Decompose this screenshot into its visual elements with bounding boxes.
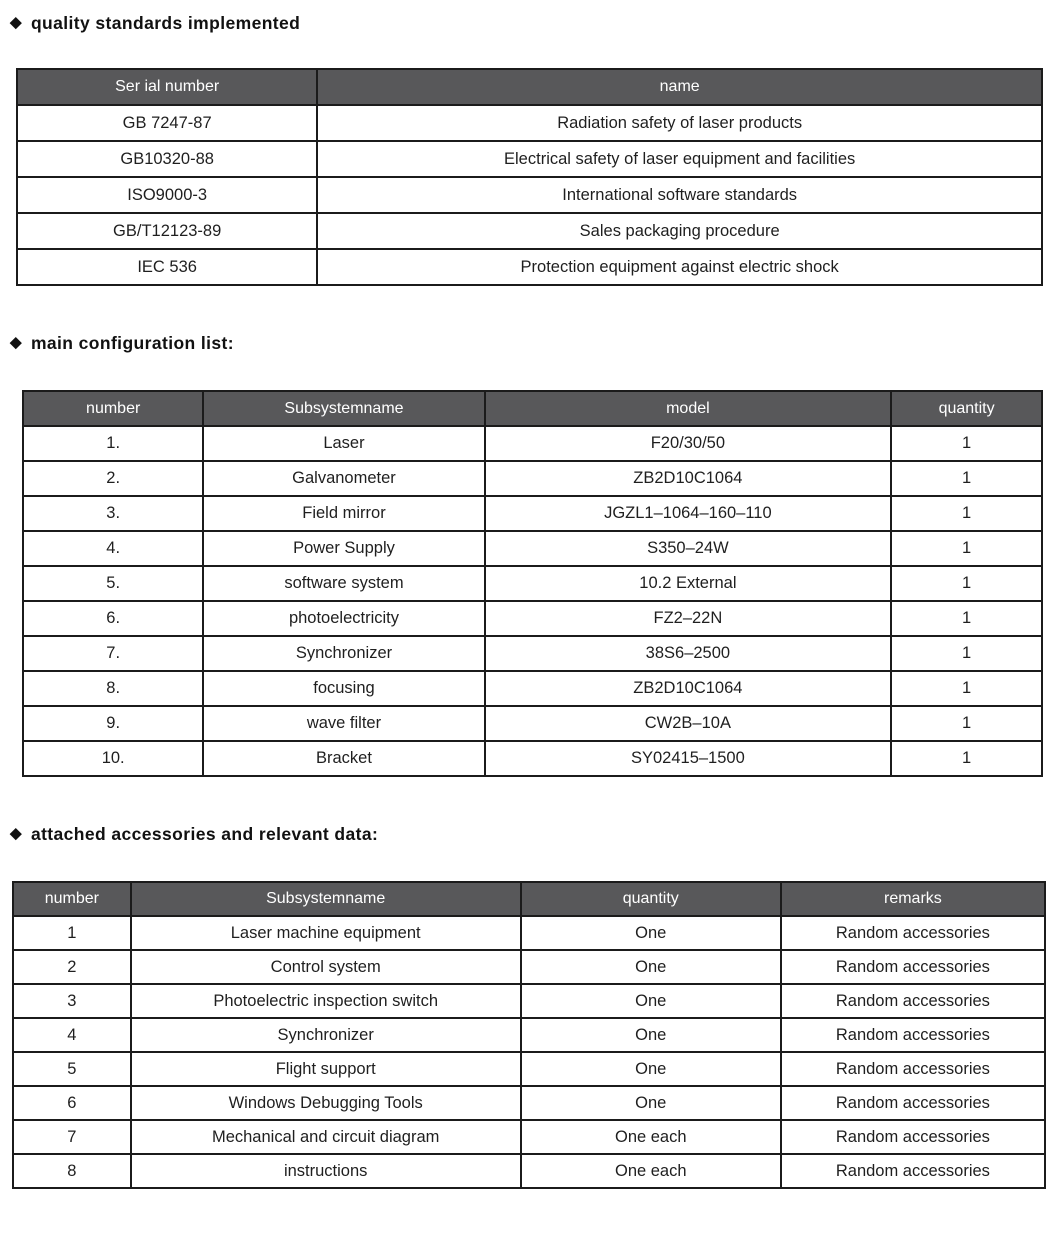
- table-cell: 10.2 External: [485, 566, 892, 601]
- table-cell: 1: [891, 566, 1042, 601]
- quality-standards-heading: [0, 12, 1060, 34]
- table-cell: Synchronizer: [131, 1018, 521, 1052]
- table-row: [17, 177, 1042, 213]
- section-quality-standards: [0, 12, 1060, 286]
- table-cell: 10.: [23, 741, 203, 776]
- table-cell: SY02415–1500: [485, 741, 892, 776]
- table-row: [17, 249, 1042, 285]
- table-row: [13, 984, 1045, 1018]
- table-cell: Electrical safety of laser equipment and facilities: [317, 141, 1042, 177]
- table-cell: GB/T12123-89: [17, 213, 317, 249]
- table-cell: 2: [13, 950, 131, 984]
- table-cell: One: [521, 1018, 781, 1052]
- table-cell: JGZL1–1064–160–110: [485, 496, 892, 531]
- table-cell: Windows Debugging Tools: [131, 1086, 521, 1120]
- quality-standards-table: [16, 68, 1043, 286]
- table-cell: Bracket: [203, 741, 484, 776]
- table-row: [13, 950, 1045, 984]
- table-cell: CW2B–10A: [485, 706, 892, 741]
- table-cell: software system: [203, 566, 484, 601]
- table-cell: Random accessories: [781, 1052, 1045, 1086]
- table-cell: Laser machine equipment: [131, 916, 521, 950]
- table-cell: 7: [13, 1120, 131, 1154]
- table-cell: GB 7247-87: [17, 105, 317, 141]
- diamond-bullet-icon: ◆: [10, 825, 22, 842]
- diamond-bullet-icon: ◆: [10, 334, 22, 351]
- column-header-serial-number: Ser ial number: [17, 69, 317, 105]
- table-cell: 7.: [23, 636, 203, 671]
- section-main-configuration: [0, 332, 1060, 777]
- table-cell: S350–24W: [485, 531, 892, 566]
- table-cell: One: [521, 950, 781, 984]
- table-cell: wave filter: [203, 706, 484, 741]
- table-cell: Control system: [131, 950, 521, 984]
- table-cell: focusing: [203, 671, 484, 706]
- quality-standards-heading-text: quality standards implemented: [30, 13, 301, 33]
- table-cell: 1: [891, 496, 1042, 531]
- table-cell: 9.: [23, 706, 203, 741]
- column-header-name: name: [317, 69, 1042, 105]
- column-header-subsystemname: Subsystemname: [203, 391, 484, 426]
- column-header-quantity: quantity: [521, 882, 781, 916]
- table-cell: Random accessories: [781, 950, 1045, 984]
- table-row: [13, 1120, 1045, 1154]
- table-cell: One each: [521, 1154, 781, 1188]
- table-row: [23, 741, 1042, 776]
- table-row: [23, 601, 1042, 636]
- table-header-row: [13, 882, 1045, 916]
- table-header-row: [23, 391, 1042, 426]
- table-cell: 1: [891, 671, 1042, 706]
- table-cell: instructions: [131, 1154, 521, 1188]
- table-cell: Random accessories: [781, 1154, 1045, 1188]
- table-cell: 1: [891, 426, 1042, 461]
- table-row: [13, 1018, 1045, 1052]
- column-header-subsystemname: Subsystemname: [131, 882, 521, 916]
- table-cell: Random accessories: [781, 1086, 1045, 1120]
- main-configuration-heading: [0, 332, 1060, 354]
- table-row: [17, 141, 1042, 177]
- table-cell: 5.: [23, 566, 203, 601]
- table-cell: 1: [891, 741, 1042, 776]
- main-configuration-table: [22, 390, 1043, 777]
- table-cell: Protection equipment against electric shock: [317, 249, 1042, 285]
- table-cell: 6.: [23, 601, 203, 636]
- table-row: [13, 916, 1045, 950]
- table-cell: One: [521, 1086, 781, 1120]
- attached-accessories-heading: [0, 823, 1060, 845]
- table-cell: 1: [891, 706, 1042, 741]
- table-cell: Random accessories: [781, 1120, 1045, 1154]
- table-cell: 5: [13, 1052, 131, 1086]
- table-cell: 38S6–2500: [485, 636, 892, 671]
- main-configuration-table-body: [23, 426, 1042, 776]
- accessories-table-body: [13, 916, 1045, 1188]
- table-cell: 1.: [23, 426, 203, 461]
- table-header-row: [17, 69, 1042, 105]
- table-row: [23, 636, 1042, 671]
- diamond-bullet-icon: ◆: [10, 14, 22, 31]
- table-cell: 2.: [23, 461, 203, 496]
- table-cell: Galvanometer: [203, 461, 484, 496]
- table-cell: 1: [13, 916, 131, 950]
- table-cell: photoelectricity: [203, 601, 484, 636]
- table-cell: Random accessories: [781, 1018, 1045, 1052]
- table-row: [13, 1086, 1045, 1120]
- table-row: [23, 531, 1042, 566]
- table-cell: 8: [13, 1154, 131, 1188]
- table-cell: ISO9000-3: [17, 177, 317, 213]
- table-row: [23, 461, 1042, 496]
- column-header-number: number: [13, 882, 131, 916]
- quality-standards-table-body: [17, 105, 1042, 285]
- table-row: [17, 105, 1042, 141]
- section-attached-accessories: [0, 823, 1060, 1189]
- table-row: [13, 1154, 1045, 1188]
- table-cell: One: [521, 1052, 781, 1086]
- table-cell: One: [521, 916, 781, 950]
- table-cell: 6: [13, 1086, 131, 1120]
- table-cell: Field mirror: [203, 496, 484, 531]
- table-cell: One each: [521, 1120, 781, 1154]
- table-cell: 3: [13, 984, 131, 1018]
- table-cell: ZB2D10C1064: [485, 671, 892, 706]
- table-cell: GB10320-88: [17, 141, 317, 177]
- table-cell: F20/30/50: [485, 426, 892, 461]
- table-cell: 4.: [23, 531, 203, 566]
- table-cell: Sales packaging procedure: [317, 213, 1042, 249]
- table-cell: 1: [891, 531, 1042, 566]
- table-row: [23, 566, 1042, 601]
- table-cell: Laser: [203, 426, 484, 461]
- table-cell: Mechanical and circuit diagram: [131, 1120, 521, 1154]
- column-header-remarks: remarks: [781, 882, 1045, 916]
- table-cell: Photoelectric inspection switch: [131, 984, 521, 1018]
- table-cell: One: [521, 984, 781, 1018]
- table-row: [13, 1052, 1045, 1086]
- table-cell: Power Supply: [203, 531, 484, 566]
- table-row: [23, 496, 1042, 531]
- table-cell: IEC 536: [17, 249, 317, 285]
- table-cell: FZ2–22N: [485, 601, 892, 636]
- accessories-table: [12, 881, 1046, 1189]
- table-cell: 1: [891, 601, 1042, 636]
- table-cell: Synchronizer: [203, 636, 484, 671]
- table-cell: Random accessories: [781, 984, 1045, 1018]
- table-cell: 4: [13, 1018, 131, 1052]
- table-cell: 3.: [23, 496, 203, 531]
- column-header-number: number: [23, 391, 203, 426]
- table-cell: Flight support: [131, 1052, 521, 1086]
- main-configuration-heading-text: main configuration list:: [30, 333, 235, 353]
- table-row: [23, 706, 1042, 741]
- table-cell: 1: [891, 461, 1042, 496]
- table-cell: 1: [891, 636, 1042, 671]
- table-cell: Random accessories: [781, 916, 1045, 950]
- column-header-quantity: quantity: [891, 391, 1042, 426]
- table-row: [17, 213, 1042, 249]
- table-row: [23, 426, 1042, 461]
- table-cell: ZB2D10C1064: [485, 461, 892, 496]
- column-header-model: model: [485, 391, 892, 426]
- table-cell: International software standards: [317, 177, 1042, 213]
- attached-accessories-heading-text: attached accessories and relevant data:: [30, 824, 379, 844]
- table-row: [23, 671, 1042, 706]
- table-cell: 8.: [23, 671, 203, 706]
- table-cell: Radiation safety of laser products: [317, 105, 1042, 141]
